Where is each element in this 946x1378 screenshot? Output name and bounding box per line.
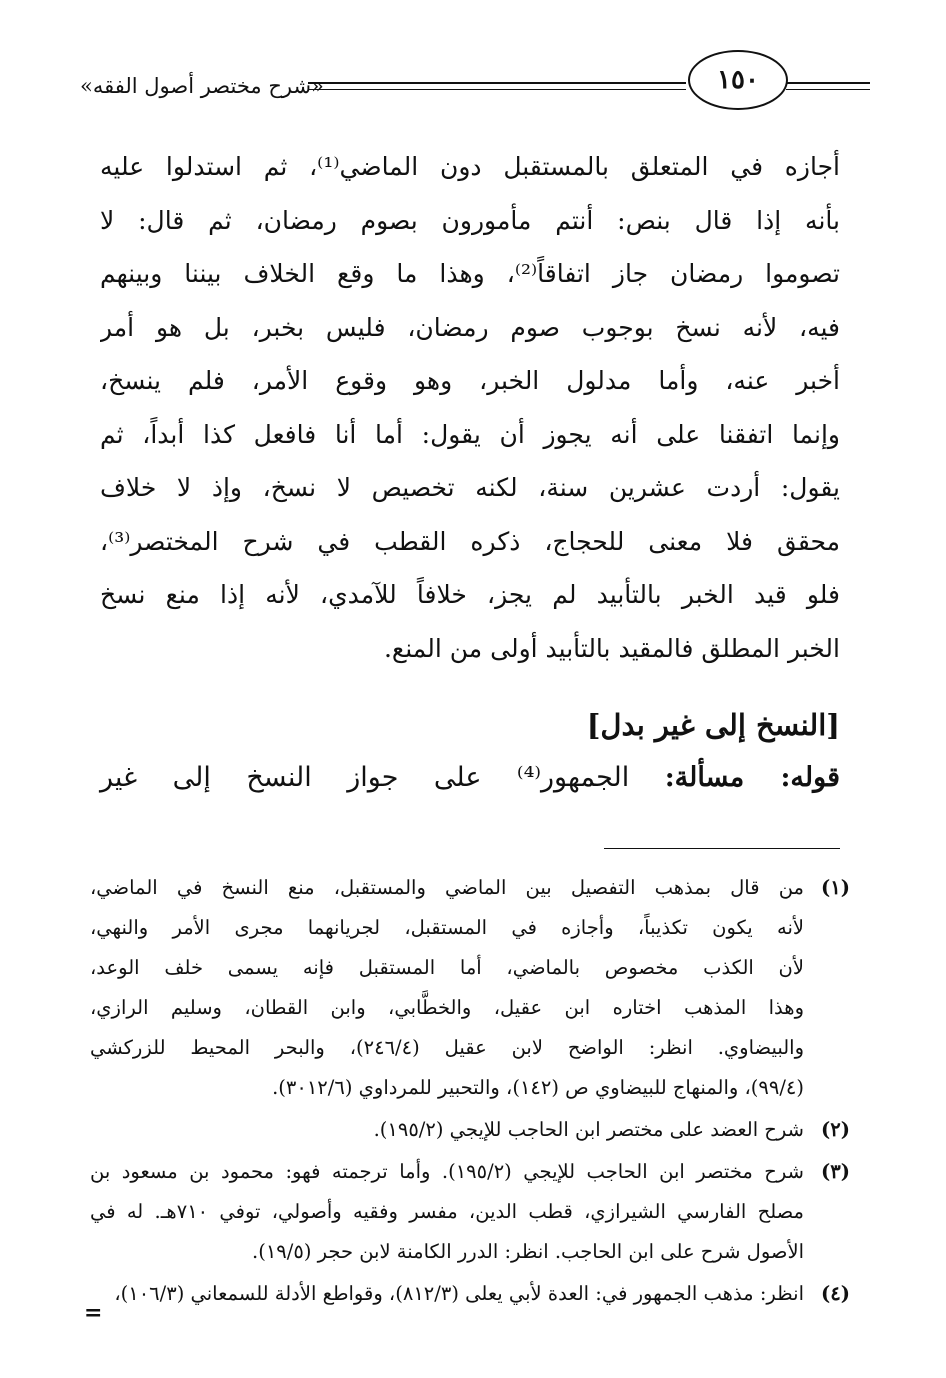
footnote-separator bbox=[604, 848, 840, 849]
page-number-oval bbox=[688, 50, 788, 110]
footnote-4 bbox=[90, 1274, 850, 1314]
main-text-line: تصوموا رمضان جاز اتفاقاً⁽²⁾، وهذا ما وقع الخلاف بيننا وبينهم bbox=[100, 259, 840, 288]
page-number: ١٥٠ bbox=[717, 65, 759, 95]
header-rule-left-bottom bbox=[308, 89, 686, 90]
footnote-number: (٤) bbox=[821, 1282, 850, 1305]
footnote-line: الأصول شرح على ابن الحاجب. انظر: الدرر الكامنة لابن حجر (١٩/٥). bbox=[252, 1240, 804, 1263]
footnote-line: شرح العضد على مختصر ابن الحاجب للإيجي (١٩٥/٢). bbox=[373, 1118, 804, 1141]
footnote-line: لأن الكذب مخصوص بالماضي، أما المستقبل فإنه يسمى خلف الوعد، bbox=[90, 956, 804, 979]
main-text-line: بأنه إذا قال بنص: أنتم مأمورون بصوم رمضان، ثم قال: لا bbox=[100, 205, 840, 235]
footnote-3 bbox=[90, 1152, 850, 1272]
footnote-line: (٩٩/٤)، والمنهاج للبيضاوي ص (١٤٢)، والتحبير للمرداوي (٣٠١٢/٦). bbox=[272, 1076, 804, 1099]
footnote-line: لأنه يكون تكذيباً، وأجازه في المستقبل، لجريانهما مجرى الأمر والنهي، bbox=[90, 916, 804, 939]
footnote-line: من قال بمذهب التفصيل بين الماضي والمستقبل، منع النسخ في الماضي، bbox=[90, 876, 804, 899]
header-rule-right-top bbox=[786, 82, 870, 84]
main-text-line: فيه، لأنه نسخ بوجوب صوم رمضان، فليس بخبر، بل هو أمر bbox=[100, 312, 840, 342]
running-header-title: «شرح مختصر أصول الفقه» bbox=[80, 74, 324, 98]
footnote-2 bbox=[90, 1110, 850, 1150]
running-header bbox=[80, 48, 870, 122]
main-text-line: أجازه في المتعلق بالمستقبل دون الماضي⁽¹⁾، ثم استدلوا عليه bbox=[100, 152, 840, 181]
footnote-text bbox=[90, 1274, 804, 1314]
header-rule-left-top bbox=[308, 82, 686, 84]
main-text-line: وإنما اتفقنا على أنه يجوز أن يقول: أما أنا فافعل كذا أبداً، ثم bbox=[100, 419, 840, 449]
main-text-line: يقول: أردت عشرين سنة، لكنه تخصيص لا نسخ، وإذ لا خلاف bbox=[100, 473, 840, 502]
footnote-line: انظر: مذهب الجمهور في: العدة لأبي يعلى (٨١٢/٣)، وقواطع الأدلة للسمعاني (١٠٦/٣)، bbox=[114, 1282, 804, 1305]
header-rule-right-bottom bbox=[786, 89, 870, 90]
main-text-line: فلو قيد الخبر بالتأبيد لم يجز، خلافاً للآمدي، لأنه إذا منع نسخ bbox=[100, 580, 840, 609]
qawl-label: قوله: مسألة: bbox=[664, 762, 840, 793]
main-text-line: أخبر عنه، وأما مدلول الخبر، وهو وقوع الأمر، فلم ينسخ، bbox=[100, 366, 840, 395]
main-text-line: محقق فلا معنى للحجاج، ذكره القطب في شرح المختصر⁽³⁾، bbox=[100, 526, 840, 556]
footnote-number: (٣) bbox=[821, 1160, 850, 1183]
footnote-text bbox=[90, 1152, 804, 1272]
qawl-text: الجمهور⁽⁴⁾ على جواز النسخ إلى غير bbox=[100, 762, 630, 793]
main-text-line: الخبر المطلق فالمقيد بالتأبيد أولى من المنع. bbox=[383, 633, 840, 663]
footnote-number: (١) bbox=[821, 876, 850, 899]
footnote-text bbox=[90, 868, 804, 1108]
footnotes bbox=[90, 868, 850, 1316]
qawl-line bbox=[100, 762, 840, 793]
footnote-line: والبيضاوي. انظر: الواضح لابن عقيل (٢٤٦/٤)، والبحر المحيط للزركشي bbox=[90, 1036, 804, 1059]
footnote-1 bbox=[90, 868, 850, 1108]
continuation-mark: = bbox=[84, 1300, 103, 1326]
footnote-text bbox=[90, 1110, 804, 1150]
main-text bbox=[100, 140, 840, 675]
section-heading: [النسخ إلى غير بدل] bbox=[586, 708, 840, 742]
footnote-line: وهذا المذهب اختاره ابن عقيل، والخطَّابي، وابن القطان، وسليم الرازي، bbox=[90, 996, 804, 1019]
footnote-line: شرح مختصر ابن الحاجب للإيجي (١٩٥/٢). وأما ترجمته فهو: محمود بن مسعود بن bbox=[90, 1160, 804, 1183]
footnote-line: مصلح الفارسي الشيرازي، قطب الدين، مفسر وفقيه وأصولي، توفي ٧١٠هـ. له في bbox=[90, 1200, 804, 1223]
footnote-number: (٢) bbox=[821, 1118, 850, 1141]
